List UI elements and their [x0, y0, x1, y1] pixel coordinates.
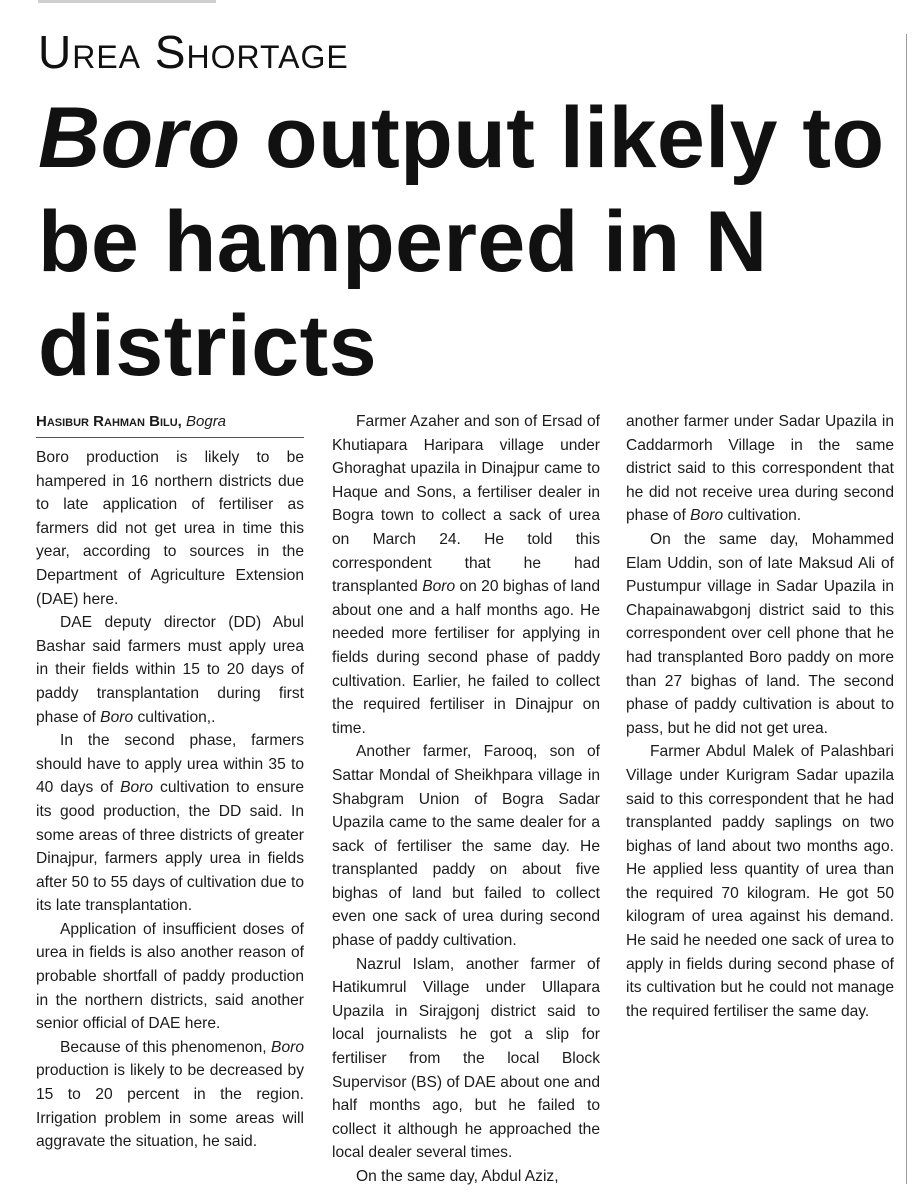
paragraph-text: Farmer Abdul Malek of Palashbari Village under Kurigram Sadar upazila said to this correspondent that he had transplanted paddy saplings on two bighas of land about two months ago. He applied less quantity of urea than the required 70 kilogram. He got 50 kilogram of urea against his demand. He said he needed one sack of urea to apply in fields during second phase of its cultivation but he could not manage the required fertiliser the same day.: [626, 743, 894, 1020]
article-column-3: [626, 410, 894, 1023]
paragraph-text: On the same day, Mohammed Elam Uddin, son of late Maksud Ali of Pustumpur village in Sadar Upazila in Chapainawabgonj district said to this correspondent over cell phone that he had transplanted Boro paddy on more than 27 bighas of land. The second phase of paddy cultivation is about to pass, but he did not get urea.: [626, 530, 894, 737]
paragraph-text: On the same day, Abdul Aziz,: [356, 1168, 559, 1185]
paragraph-text: cultivation,.: [133, 708, 216, 726]
paragraph-text: cultivation.: [723, 507, 802, 525]
italic-term: Boro: [690, 507, 724, 525]
paragraph: [626, 410, 894, 528]
article-column-1: [36, 410, 304, 1154]
byline-location: Bogra: [186, 413, 227, 430]
paragraph-text: Application of insufficient doses of urea in fields is also another reason of probable shortfall of paddy production in the northern districts, said another senior official of DAE here.: [36, 920, 304, 1033]
column-edge-rule: [906, 34, 907, 1184]
article-column-2: [332, 410, 600, 1189]
paragraph-text: Farmer Azaher and son of Ersad of Khutiapara Haripara village under Ghoraghat upazila in Dinajpur came to Haque and Sons, a fertiliser dealer in Bogra town to collect a sack of urea on March 24. He told this correspondent that he had transplanted: [332, 413, 600, 596]
paragraph-text: Because of this phenomenon,: [60, 1038, 272, 1056]
kicker: Urea Shortage: [38, 26, 349, 78]
paragraph: [36, 918, 304, 1036]
paragraph: [36, 729, 304, 918]
headline-italic: Boro: [38, 90, 241, 186]
paragraph: [626, 740, 894, 1023]
paragraph-text: Another farmer, Farooq, son of Sattar Mondal of Sheikhpara village in Shabgram Union of Bogra Sadar Upazila came to the same dealer for a sack of fertiliser the same day. He transplanted paddy on about five bighas of land but failed to collect even one sack of urea during second phase of paddy cultivation.: [332, 743, 600, 950]
italic-term: Boro: [100, 708, 134, 726]
paragraph: [36, 611, 304, 729]
paragraph-text: In the second phase, farmers should have to apply urea within 35 to 40 days of: [36, 732, 304, 797]
italic-term: Boro: [120, 779, 154, 797]
paragraph-text: DAE deputy director (DD) Abul Bashar said farmers must apply urea in their fields within 15 to 20 days of paddy transplantation during first phase of: [36, 614, 304, 726]
paragraph-text: production is likely to be decreased by 15 to 20 percent in the region. Irrigation problem in some areas will aggravate the situation, he said.: [36, 1062, 304, 1151]
paragraph-text: another farmer under Sadar Upazila in Caddarmorh Village in the same district said to this correspondent that he did not receive urea during second phase of: [626, 413, 894, 525]
paragraph: [332, 1165, 600, 1189]
paragraph: [36, 1036, 304, 1154]
paragraph: [332, 953, 600, 1165]
paragraph-text: on 20 bighas of land about one and a half months ago. He needed more fertiliser for applying in fields during second phase of paddy cultivation. Earlier, he failed to collect the required fertiliser in Dinajpur on time.: [332, 578, 600, 737]
italic-term: Boro: [422, 578, 456, 596]
headline-rest: output likely to be hampered in N districts: [38, 90, 885, 394]
paragraph: [332, 740, 600, 952]
paragraph-text: Nazrul Islam, another farmer of Hatikumrul Village under Ullapara Upazila in Sirajgonj district said to local journalists he got a slip for fertiliser from the local Block Supervisor (BS) of DAE about one and half months ago, but he failed to collect it although he approached the local dealer several times.: [332, 955, 600, 1162]
paragraph-text: cultivation to ensure its good production, the DD said. In some areas of three districts of greater Dinajpur, farmers apply urea in fields after 50 to 55 days of cultivation due to its late transplantation.: [36, 779, 304, 915]
italic-term: Boro: [271, 1038, 304, 1056]
byline-name: Hasibur Rahman Bilu,: [36, 413, 182, 430]
headline: [38, 86, 898, 398]
byline: [36, 410, 304, 438]
paragraph: [332, 410, 600, 740]
paragraph: [36, 446, 304, 611]
paragraph-text: Boro production is likely to be hampered in 16 northern districts due to late application of fertiliser as farmers did not get urea in time this year, according to sources in the Department of Agriculture Extension (DAE) here.: [36, 449, 304, 608]
top-rule: [38, 0, 216, 3]
paragraph: [626, 528, 894, 740]
